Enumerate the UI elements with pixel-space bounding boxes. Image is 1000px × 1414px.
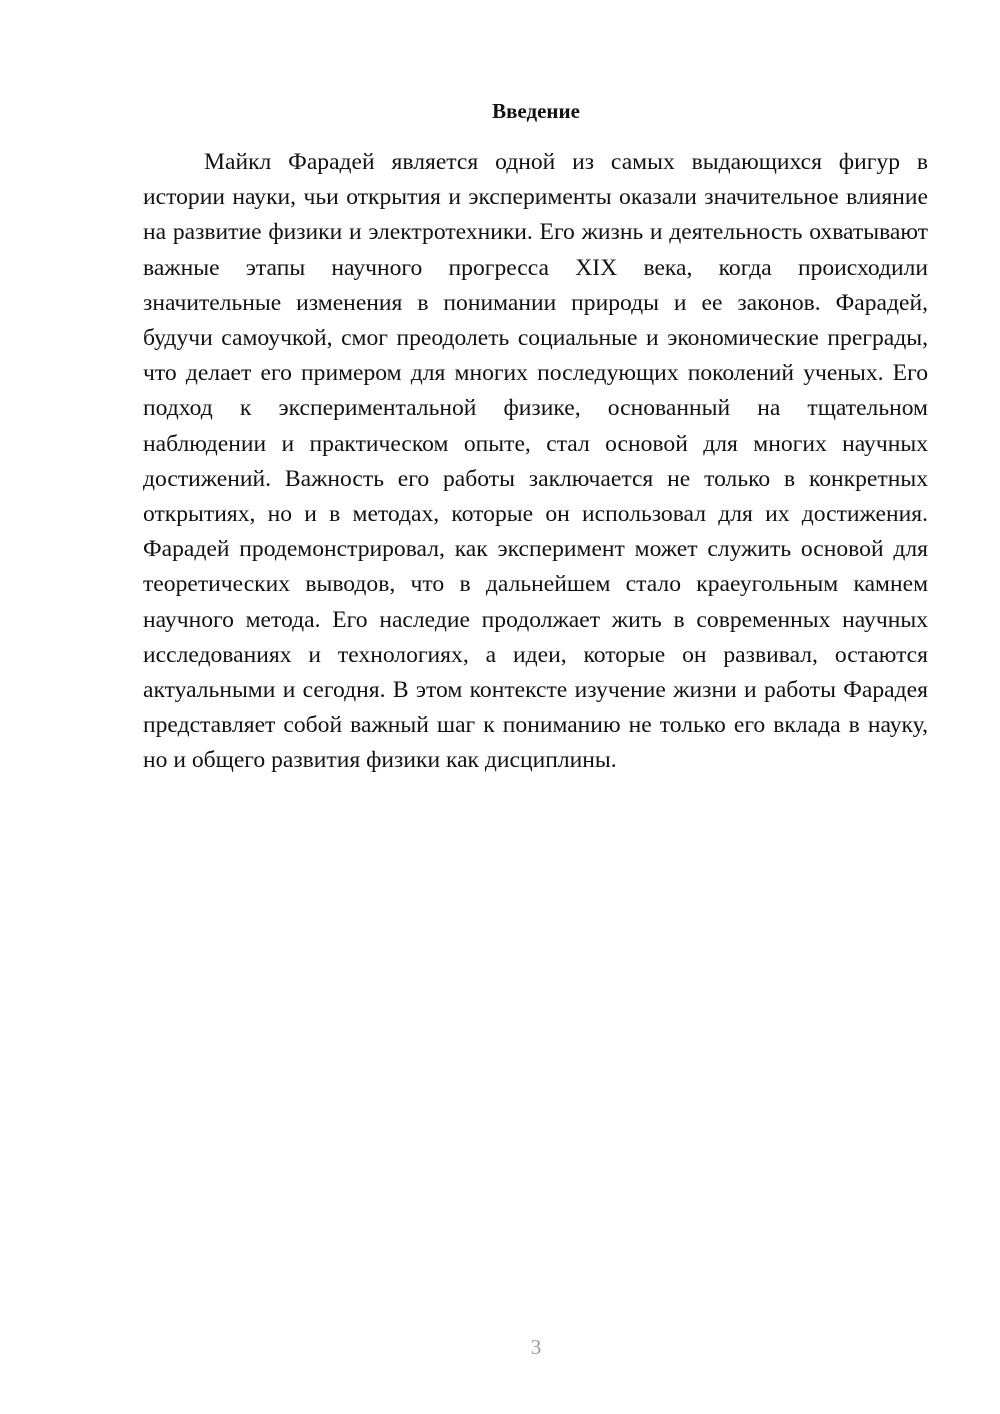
page-number: 3 bbox=[530, 1335, 542, 1359]
body-paragraph: Майкл Фарадей является одной из самых выдающихся фигур в истории науки, чьи открытия и эксперименты оказали значительное влияние на развитие физики и электротехники. Его жизнь и деятельность охватывают важные этапы научного прогресса XIX века, когда происходили значительные изменения в понимании природы и ее законов. Фарадей, будучи самоучкой, смог преодолеть социальные и экономические преграды, что делает его примером для многих последующих поколений ученых. Его подход к экспериментальной физике, основанный на тщательном наблюдении и практическом опыте, стал основой для многих научных достижений. Важность его работы заключается не только в конкретных открытиях, но и в методах, которые он использовал для их достижения. Фарадей продемонстрировал, как эксперимент может служить основой для теоретических выводов, что в дальнейшем стало краеугольным камнем научного метода. Его наследие продолжает жить в современных научных исследованиях и технологиях, а идеи, которые он развивал, остаются актуальными и сегодня. В этом контексте изучение жизни и работы Фарадея представляет собой важный шаг к пониманию не только его вклада в науку, но и общего развития физики как дисциплины. bbox=[143, 149, 928, 774]
section-heading: Введение bbox=[492, 99, 580, 123]
